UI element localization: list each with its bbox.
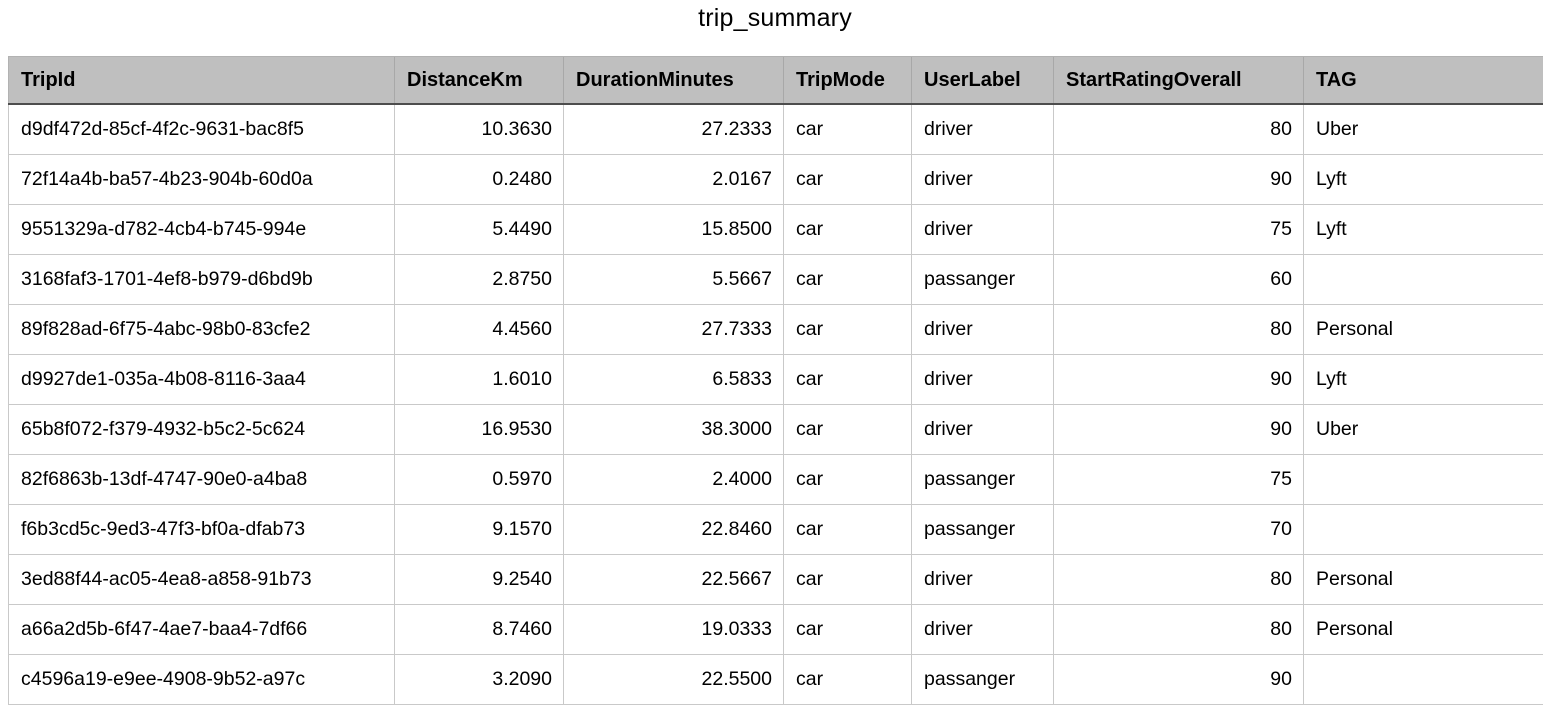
table-cell-tripmode: car xyxy=(784,655,912,705)
table-row xyxy=(9,455,1543,505)
table-cell-tripid: 89f828ad-6f75-4abc-98b0-83cfe2 xyxy=(9,305,395,355)
table-cell-tripid: 9551329a-d782-4cb4-b745-994e xyxy=(9,205,395,255)
table-cell-tripid: 3ed88f44-ac05-4ea8-a858-91b73 xyxy=(9,555,395,605)
table-cell-userlabel: passanger xyxy=(912,455,1054,505)
table-cell-startratingoverall: 80 xyxy=(1054,605,1304,655)
table-cell-tripmode: car xyxy=(784,155,912,205)
table-cell-tripmode: car xyxy=(784,605,912,655)
table-cell-tripmode: car xyxy=(784,255,912,305)
table-cell-startratingoverall: 90 xyxy=(1054,155,1304,205)
table-cell-userlabel: passanger xyxy=(912,255,1054,305)
table-cell-userlabel: driver xyxy=(912,104,1054,155)
column-header-userlabel: UserLabel xyxy=(912,57,1054,105)
table-cell-durationminutes: 15.8500 xyxy=(564,205,784,255)
table-row xyxy=(9,355,1543,405)
column-header-startratingoverall: StartRatingOverall xyxy=(1054,57,1304,105)
table-cell-tag: Lyft xyxy=(1304,205,1543,255)
table-cell-startratingoverall: 90 xyxy=(1054,405,1304,455)
table-cell-distancekm: 8.7460 xyxy=(395,605,564,655)
table-cell-tag: Uber xyxy=(1304,104,1543,155)
table-cell-startratingoverall: 75 xyxy=(1054,455,1304,505)
table-cell-tag: Personal xyxy=(1304,555,1543,605)
table-cell-tripid: c4596a19-e9ee-4908-9b52-a97c xyxy=(9,655,395,705)
table-cell-userlabel: driver xyxy=(912,205,1054,255)
table-cell-tag: Uber xyxy=(1304,405,1543,455)
table-cell-userlabel: driver xyxy=(912,155,1054,205)
table-cell-tag xyxy=(1304,655,1543,705)
table-row xyxy=(9,555,1543,605)
table-cell-startratingoverall: 90 xyxy=(1054,655,1304,705)
table-row xyxy=(9,505,1543,555)
table-cell-userlabel: driver xyxy=(912,555,1054,605)
table-cell-tripid: f6b3cd5c-9ed3-47f3-bf0a-dfab73 xyxy=(9,505,395,555)
table-cell-tripmode: car xyxy=(784,355,912,405)
table-cell-tag xyxy=(1304,255,1543,305)
table-cell-distancekm: 1.6010 xyxy=(395,355,564,405)
table-cell-durationminutes: 5.5667 xyxy=(564,255,784,305)
table-cell-tripid: 82f6863b-13df-4747-90e0-a4ba8 xyxy=(9,455,395,505)
table-cell-distancekm: 4.4560 xyxy=(395,305,564,355)
table-cell-startratingoverall: 90 xyxy=(1054,355,1304,405)
table-cell-startratingoverall: 80 xyxy=(1054,305,1304,355)
table-row xyxy=(9,605,1543,655)
table-cell-tripmode: car xyxy=(784,555,912,605)
table-cell-userlabel: passanger xyxy=(912,505,1054,555)
table-cell-startratingoverall: 80 xyxy=(1054,555,1304,605)
table-cell-tag xyxy=(1304,455,1543,505)
table-cell-distancekm: 0.5970 xyxy=(395,455,564,505)
table-cell-startratingoverall: 80 xyxy=(1054,104,1304,155)
table-row xyxy=(9,405,1543,455)
trip-summary-table xyxy=(8,56,1543,705)
table-cell-durationminutes: 6.5833 xyxy=(564,355,784,405)
table-body xyxy=(9,104,1543,705)
table-cell-tripid: 72f14a4b-ba57-4b23-904b-60d0a xyxy=(9,155,395,205)
table-cell-tripid: 3168faf3-1701-4ef8-b979-d6bd9b xyxy=(9,255,395,305)
table-cell-tag xyxy=(1304,505,1543,555)
table-cell-startratingoverall: 75 xyxy=(1054,205,1304,255)
table-cell-distancekm: 3.2090 xyxy=(395,655,564,705)
table-cell-tag: Personal xyxy=(1304,605,1543,655)
table-cell-distancekm: 9.2540 xyxy=(395,555,564,605)
table-cell-tripmode: car xyxy=(784,455,912,505)
table-cell-tripmode: car xyxy=(784,505,912,555)
table-cell-distancekm: 0.2480 xyxy=(395,155,564,205)
table-cell-distancekm: 9.1570 xyxy=(395,505,564,555)
column-header-tripmode: TripMode xyxy=(784,57,912,105)
table-cell-distancekm: 5.4490 xyxy=(395,205,564,255)
table-cell-durationminutes: 2.4000 xyxy=(564,455,784,505)
table-cell-distancekm: 10.3630 xyxy=(395,104,564,155)
table-row xyxy=(9,655,1543,705)
table-cell-tag: Lyft xyxy=(1304,355,1543,405)
table-cell-durationminutes: 27.7333 xyxy=(564,305,784,355)
column-header-durationminutes: DurationMinutes xyxy=(564,57,784,105)
table-cell-userlabel: driver xyxy=(912,355,1054,405)
table-cell-distancekm: 2.8750 xyxy=(395,255,564,305)
table-cell-userlabel: passanger xyxy=(912,655,1054,705)
table-cell-tripmode: car xyxy=(784,405,912,455)
table-cell-tripid: a66a2d5b-6f47-4ae7-baa4-7df66 xyxy=(9,605,395,655)
table-cell-distancekm: 16.9530 xyxy=(395,405,564,455)
table-cell-tag: Lyft xyxy=(1304,155,1543,205)
table-header xyxy=(9,57,1543,105)
column-header-tag: TAG xyxy=(1304,57,1543,105)
table-cell-durationminutes: 27.2333 xyxy=(564,104,784,155)
table-row xyxy=(9,205,1543,255)
table-cell-tripid: d9df472d-85cf-4f2c-9631-bac8f5 xyxy=(9,104,395,155)
page-title: trip_summary xyxy=(698,4,852,32)
table-cell-startratingoverall: 60 xyxy=(1054,255,1304,305)
table-cell-startratingoverall: 70 xyxy=(1054,505,1304,555)
table-cell-userlabel: driver xyxy=(912,405,1054,455)
table-row xyxy=(9,305,1543,355)
column-header-distancekm: DistanceKm xyxy=(395,57,564,105)
table-row xyxy=(9,104,1543,155)
table-cell-durationminutes: 2.0167 xyxy=(564,155,784,205)
table-cell-userlabel: driver xyxy=(912,605,1054,655)
table-cell-tripid: d9927de1-035a-4b08-8116-3aa4 xyxy=(9,355,395,405)
table-cell-durationminutes: 38.3000 xyxy=(564,405,784,455)
table-row xyxy=(9,255,1543,305)
table-header-row xyxy=(9,57,1543,105)
table-cell-tag: Personal xyxy=(1304,305,1543,355)
table-cell-tripid: 65b8f072-f379-4932-b5c2-5c624 xyxy=(9,405,395,455)
table-cell-durationminutes: 22.8460 xyxy=(564,505,784,555)
table-cell-tripmode: car xyxy=(784,104,912,155)
column-header-tripid: TripId xyxy=(9,57,395,105)
table-cell-durationminutes: 22.5500 xyxy=(564,655,784,705)
table-cell-userlabel: driver xyxy=(912,305,1054,355)
table-cell-tripmode: car xyxy=(784,205,912,255)
table-cell-durationminutes: 19.0333 xyxy=(564,605,784,655)
table-cell-tripmode: car xyxy=(784,305,912,355)
table-row xyxy=(9,155,1543,205)
table-cell-durationminutes: 22.5667 xyxy=(564,555,784,605)
